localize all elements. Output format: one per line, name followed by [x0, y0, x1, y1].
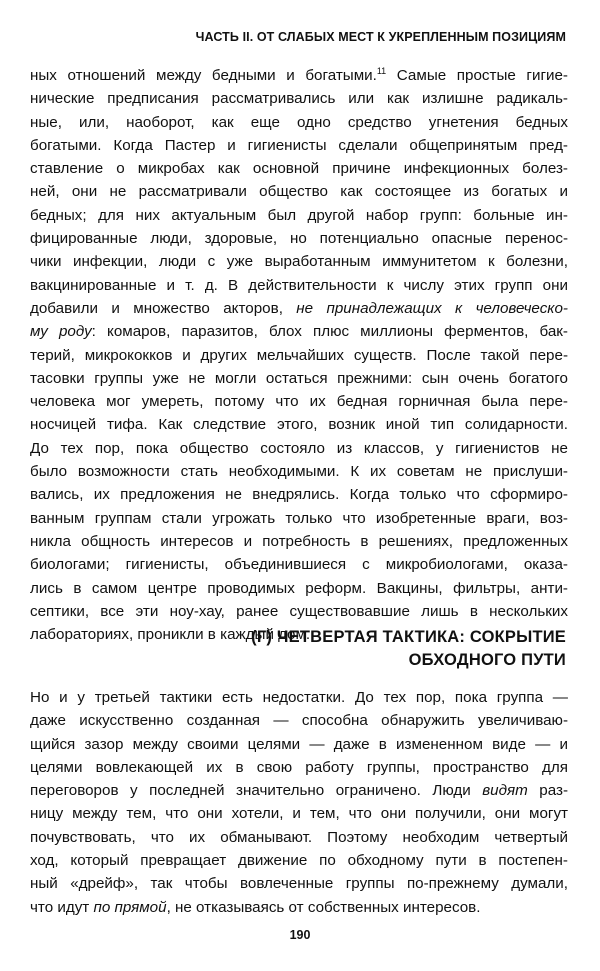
text-segment: , не отказываясь от собственных интересов. [166, 898, 481, 916]
text-line [30, 709, 568, 732]
text-segment: даже искусственно созданная — способна обнаружить увеличиваю- [30, 712, 568, 730]
text-segment: переговоров у последней значительно ограничено. Люди [30, 782, 483, 800]
section-heading-line-1: (Г) ЧЕТВЕРТАЯ ТАКТИКА: СОКРЫТИЕ [251, 628, 566, 646]
text-line [30, 849, 568, 872]
text-line [30, 756, 568, 779]
text-segment: добавили и множество акторов, [30, 299, 297, 317]
running-head: ЧАСТЬ II. ОТ СЛАБЫХ МЕСТ К УКРЕПЛЕННЫМ ПОЗИЦИЯМ [195, 30, 566, 44]
text-segment: почувствовать, что их обманывают. Поэтому необходим четвертый [30, 828, 568, 846]
text-segment: щийся зазор между своими целями — даже в измененном виде — и [30, 735, 568, 753]
body-paragraph-2 [30, 686, 568, 919]
text-line [30, 250, 568, 273]
text-segment: биологами; гигиенисты, объединившиеся с микробиологами, оказа- [30, 556, 568, 574]
text-segment: что идут [30, 898, 94, 916]
italic-text: не принадлежащих к человеческо- [296, 299, 568, 317]
text-line [30, 64, 568, 87]
text-segment: тасовки группы уже не могли остаться прежними: сын очень богатого [30, 369, 568, 387]
text-segment: терий, микрококков и других мельчайших существ. После такой пере- [30, 346, 568, 364]
text-line [30, 437, 568, 460]
text-line [30, 344, 568, 367]
text-line [30, 872, 568, 895]
text-line [30, 779, 568, 802]
text-segment: нические предписания рассматривались или как излишне радикаль- [30, 90, 568, 108]
text-line [30, 180, 568, 203]
text-line [30, 274, 568, 297]
text-segment: никла общность интересов и потребность в решениях, предложенных [30, 532, 568, 550]
text-line [30, 507, 568, 530]
text-segment: ставление о микробах как основной причине инфекционных болез- [30, 160, 568, 178]
text-line [30, 297, 568, 320]
text-segment: ницу между тем, что они хотели, и тем, что они получили, они могут [30, 805, 568, 823]
text-segment: человека мог умереть, потому что их бедная горничная была пере- [30, 393, 568, 411]
text-segment: Самые простые гигие- [386, 67, 568, 84]
section-heading [251, 626, 566, 672]
text-line [30, 553, 568, 576]
text-segment: было возможности стать необходимыми. К их советам не прислуши- [30, 463, 568, 481]
text-line [30, 600, 568, 623]
text-segment: чики инфекции, люди с уже выработанным иммунитетом к болезни, [30, 253, 568, 271]
section-heading-line-2: ОБХОДНОГО ПУТИ [408, 651, 566, 669]
text-segment: бедных; для них актуальным был другой набор групп: больные ин- [30, 206, 568, 224]
text-line [30, 204, 568, 227]
text-line [30, 483, 568, 506]
page-number: 190 [289, 928, 311, 942]
text-segment: носчицей тифа. Как следствие этого, возник иной тип солидарности. [30, 416, 568, 434]
text-segment: фицированные люди, здоровые, но потенциально опасные перенос- [30, 230, 568, 248]
text-segment: вались, их предложения не внедрялись. Когда только что сформиро- [30, 486, 568, 504]
italic-text: по прямой [93, 898, 167, 916]
text-line [30, 367, 568, 390]
text-line [30, 157, 568, 180]
text-segment: ней, они не рассматривали общество как состоящее из богатых и [30, 183, 568, 201]
text-line [30, 227, 568, 250]
text-line [30, 530, 568, 553]
text-segment: ных отношений между бедными и богатыми. [30, 67, 377, 84]
text-line [30, 413, 568, 436]
text-segment: : комаров, паразитов, блох плюс миллионы ферментов, бак- [91, 323, 568, 341]
text-line [30, 460, 568, 483]
italic-text: му роду [30, 323, 92, 341]
text-segment: раз- [527, 782, 569, 800]
italic-text: видят [482, 782, 528, 800]
text-segment: ход, который превращает движение по обходному пути в постепен- [30, 852, 568, 870]
text-line [30, 577, 568, 600]
text-line [30, 686, 568, 709]
text-line [30, 320, 568, 343]
text-segment: До тех пор, пока общество состояло из классов, у гигиенистов не [30, 439, 568, 457]
text-line [30, 896, 568, 919]
text-segment: ные, или, наоборот, как еще одно средство угнетения бедных [30, 113, 568, 131]
text-segment: богатыми. Когда Пастер и гигиенисты сделали общепринятым пред- [30, 136, 568, 154]
text-segment: Но и у третьей тактики есть недостатки. До тех пор, пока группа — [30, 689, 568, 706]
text-segment: ный «дрейф», так чтобы вовлеченные группы по-прежнему думали, [30, 875, 568, 893]
body-paragraph-1 [30, 64, 568, 646]
footnote-marker: 11 [376, 65, 387, 76]
text-line [30, 826, 568, 849]
text-segment: ванным группам стали угрожать только что изобретенные враги, воз- [30, 509, 568, 527]
text-line [30, 733, 568, 756]
text-line [30, 111, 568, 134]
text-segment: септики, все эти ноу-хау, ранее существовавшие лишь в нескольких [30, 602, 568, 620]
text-line [30, 87, 568, 110]
text-segment: лись в самом центре проводимых реформ. Вакцины, фильтры, анти- [30, 579, 568, 597]
text-line [30, 134, 568, 157]
text-segment: лабораториях, проникли в каждый дом. [30, 626, 311, 644]
text-segment: целями вовлекающей их в свою работу группы, пространство для [30, 758, 568, 776]
text-segment: вакцинированные и т. д. В действительности к числу этих групп они [30, 276, 568, 294]
text-line [30, 390, 568, 413]
text-line [30, 802, 568, 825]
